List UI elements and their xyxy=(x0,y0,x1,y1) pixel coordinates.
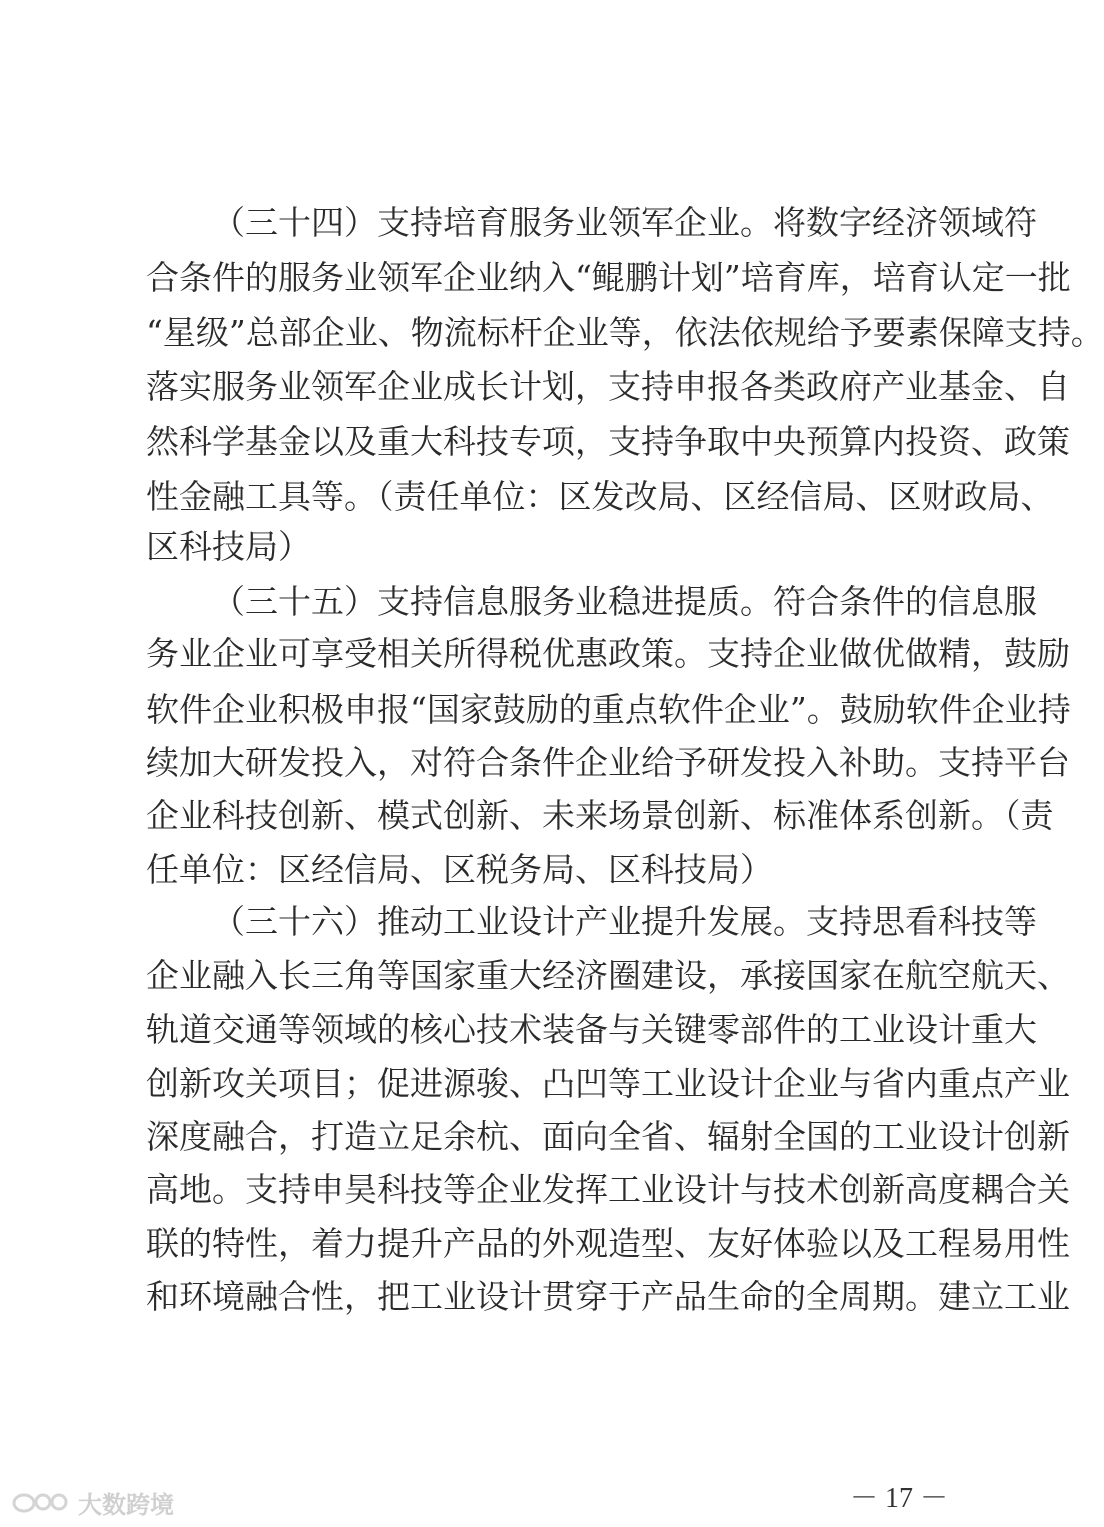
paragraph-1-line-5: 然科学基金以及重大科技专项，支持争取中央预算内投资、政策 xyxy=(146,422,1070,461)
paragraph-3-line-6: 高地。支持申昊科技等企业发挥工业设计与技术创新高度耦合关 xyxy=(146,1170,1070,1209)
paragraph-1-line-3: “星级”总部企业、物流标杆企业等，依法依规给予要素保障支持。 xyxy=(146,313,1104,352)
watermark-logo-icon xyxy=(10,1488,74,1516)
paragraph-2-line-4: 续加大研发投入，对符合条件企业给予研发投入补助。支持平台 xyxy=(146,743,1070,782)
paragraph-3-line-5: 深度融合，打造立足余杭、面向全省、辐射全国的工业设计创新 xyxy=(146,1117,1070,1156)
paragraph-3-line-2: 企业融入长三角等国家重大经济圈建设，承接国家在航空航天、 xyxy=(146,956,1070,995)
paragraph-1-line-1: （三十四）支持培育服务业领军企业。将数字经济领域符 xyxy=(212,203,1037,242)
paragraph-1-line-4: 落实服务业领军企业成长计划，支持申报各类政府产业基金、自 xyxy=(146,367,1070,406)
paragraph-3-line-8: 和环境融合性，把工业设计贯穿于产品生命的全周期。建立工业 xyxy=(146,1277,1070,1316)
paragraph-2-line-3: 软件企业积极申报“国家鼓励的重点软件企业”。鼓励软件企业持 xyxy=(146,690,1071,729)
paragraph-3-line-4: 创新攻关项目；促进源骏、凸凹等工业设计企业与省内重点产业 xyxy=(146,1064,1070,1103)
watermark xyxy=(10,1487,174,1517)
paragraph-3-line-7: 联的特性，着力提升产品的外观造型、友好体验以及工程易用性 xyxy=(146,1224,1070,1263)
paragraph-2-line-2: 务业企业可享受相关所得税优惠政策。支持企业做优做精，鼓励 xyxy=(146,634,1070,673)
paragraph-1-line-6: 性金融工具等。（责任单位：区发改局、区经信局、区财政局、 xyxy=(146,477,1054,516)
paragraph-2-line-6: 任单位：区经信局、区税务局、区科技局） xyxy=(146,850,773,889)
paragraph-3-line-3: 轨道交通等领域的核心技术装备与关键零部件的工业设计重大 xyxy=(146,1010,1037,1049)
page-number: － 17 － xyxy=(849,1483,948,1514)
paragraph-2-line-5: 企业科技创新、模式创新、未来场景创新、标准体系创新。（责 xyxy=(146,796,1054,835)
paragraph-2-line-1: （三十五）支持信息服务业稳进提质。符合条件的信息服 xyxy=(212,582,1037,621)
paragraph-1-line-2: 合条件的服务业领军企业纳入“鲲鹏计划”培育库，培育认定一批 xyxy=(146,258,1071,297)
paragraph-3-line-1: （三十六）推动工业设计产业提升发展。支持思看科技等 xyxy=(212,902,1037,941)
paragraph-1-line-7: 区科技局） xyxy=(146,527,311,566)
watermark-text: 大数跨境 xyxy=(78,1491,174,1519)
